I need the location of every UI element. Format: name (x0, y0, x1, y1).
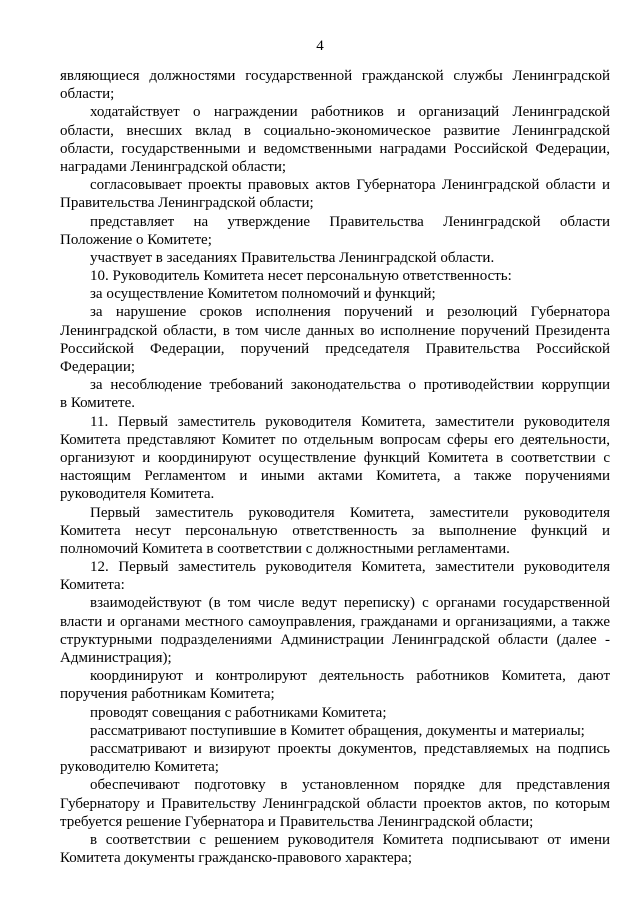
text-line: Администрация); (60, 650, 172, 666)
text-line: Российской Федерации, поручений председателя Правительства Российской (60, 340, 610, 357)
text-line: руководителя Комитета. (60, 486, 215, 503)
text-line: Губернатору и Правительству Ленинградской области проектов актов, по которым (60, 795, 610, 812)
text-line: взаимодействуют (в том числе ведут переписку) с органами государственной (90, 595, 610, 612)
text-line: рассматривают поступившие в Комитет обращения, документы и материалы; (90, 722, 585, 739)
text-line: обеспечивают подготовку в установленном порядке для представления (90, 777, 610, 794)
text-line: представляет на утверждение Правительства Ленинградской области (90, 213, 610, 230)
text-line: за осуществление Комитетом полномочий и функций; (90, 286, 436, 303)
text-line: области, государственными и ведомственными наградами Российской Федерации, (60, 140, 610, 157)
text-line: в соответствии с решением руководителя Комитета подписывают от имени (90, 831, 610, 848)
text-line: настоящим Регламентом и иными актами Комитета, а также поручениями (60, 468, 610, 485)
text-line: в Комитете. (60, 395, 135, 412)
text-line: ходатайствует о награждении работников и организаций Ленинградской (90, 104, 610, 121)
text-line: Правительства Ленинградской области; (60, 195, 314, 212)
text-line: Первый заместитель руководителя Комитета, заместители руководителя (90, 504, 610, 521)
text-line: Комитета документы гражданско-правового характера; (60, 850, 413, 867)
text-line: власти и органами местного самоуправления, гражданами и организациями, а также (60, 613, 610, 630)
text-line: 11. Первый заместитель руководителя Комитета, заместители руководителя (90, 413, 610, 430)
text-line: области; (60, 86, 115, 103)
text-line: организуют и координируют осуществление функций Комитета в соответствии с (60, 449, 610, 466)
text-line: 10. Руководитель Комитета несет персональную ответственность: (90, 268, 512, 285)
text-line: согласовывает проекты правовых актов Губернатора Ленинградской области и (90, 177, 610, 194)
text-line: проводят совещания с работниками Комитета; (90, 704, 387, 721)
text-line: Комитета: (60, 577, 125, 594)
text-line: 12. Первый заместитель руководителя Комитета, заместители руководителя (90, 559, 610, 576)
page-number: 4 (316, 38, 324, 54)
text-line: Положение о Комитете; (60, 231, 212, 248)
text-line: области, внесших вклад в социально-экономическое развитие Ленинградской (60, 122, 610, 139)
text-line: Комитета представляют Комитет по отдельным вопросам сферы его деятельности, (60, 431, 610, 448)
text-line: являющиеся должностями государственной гражданской службы Ленинградской (60, 68, 610, 84)
text-line: Ленинградской области, в том числе данных во исполнение поручений Президента (60, 322, 610, 339)
text-line: структурными подразделениями Администрации Ленинградской области (далее - (60, 631, 610, 648)
text-line: участвует в заседаниях Правительства Ленинградской области. (90, 249, 495, 266)
text-line: Федерации; (60, 359, 136, 375)
text-line: руководителю Комитета; (60, 759, 219, 776)
text-line: полномочий Комитета в соответствии с должностными регламентами. (60, 540, 510, 557)
text-line: требуется решение Губернатора и Правительства Ленинградской области; (60, 813, 534, 830)
text-line: рассматривают и визируют проекты документов, представляемых на подпись (90, 740, 610, 757)
text-line: поручения работникам Комитета; (60, 686, 275, 703)
text-line: за нарушение сроков исполнения поручений и резолюций Губернатора (90, 304, 610, 321)
text-line: наградами Ленинградской области; (60, 158, 287, 175)
text-line: координируют и контролируют деятельность работников Комитета, дают (90, 668, 610, 685)
text-line: за несоблюдение требований законодательства о противодействии коррупции (90, 377, 610, 394)
text-line: Комитета несут персональную ответственность за выполнение функций и (60, 522, 610, 539)
document-body (60, 67, 610, 867)
